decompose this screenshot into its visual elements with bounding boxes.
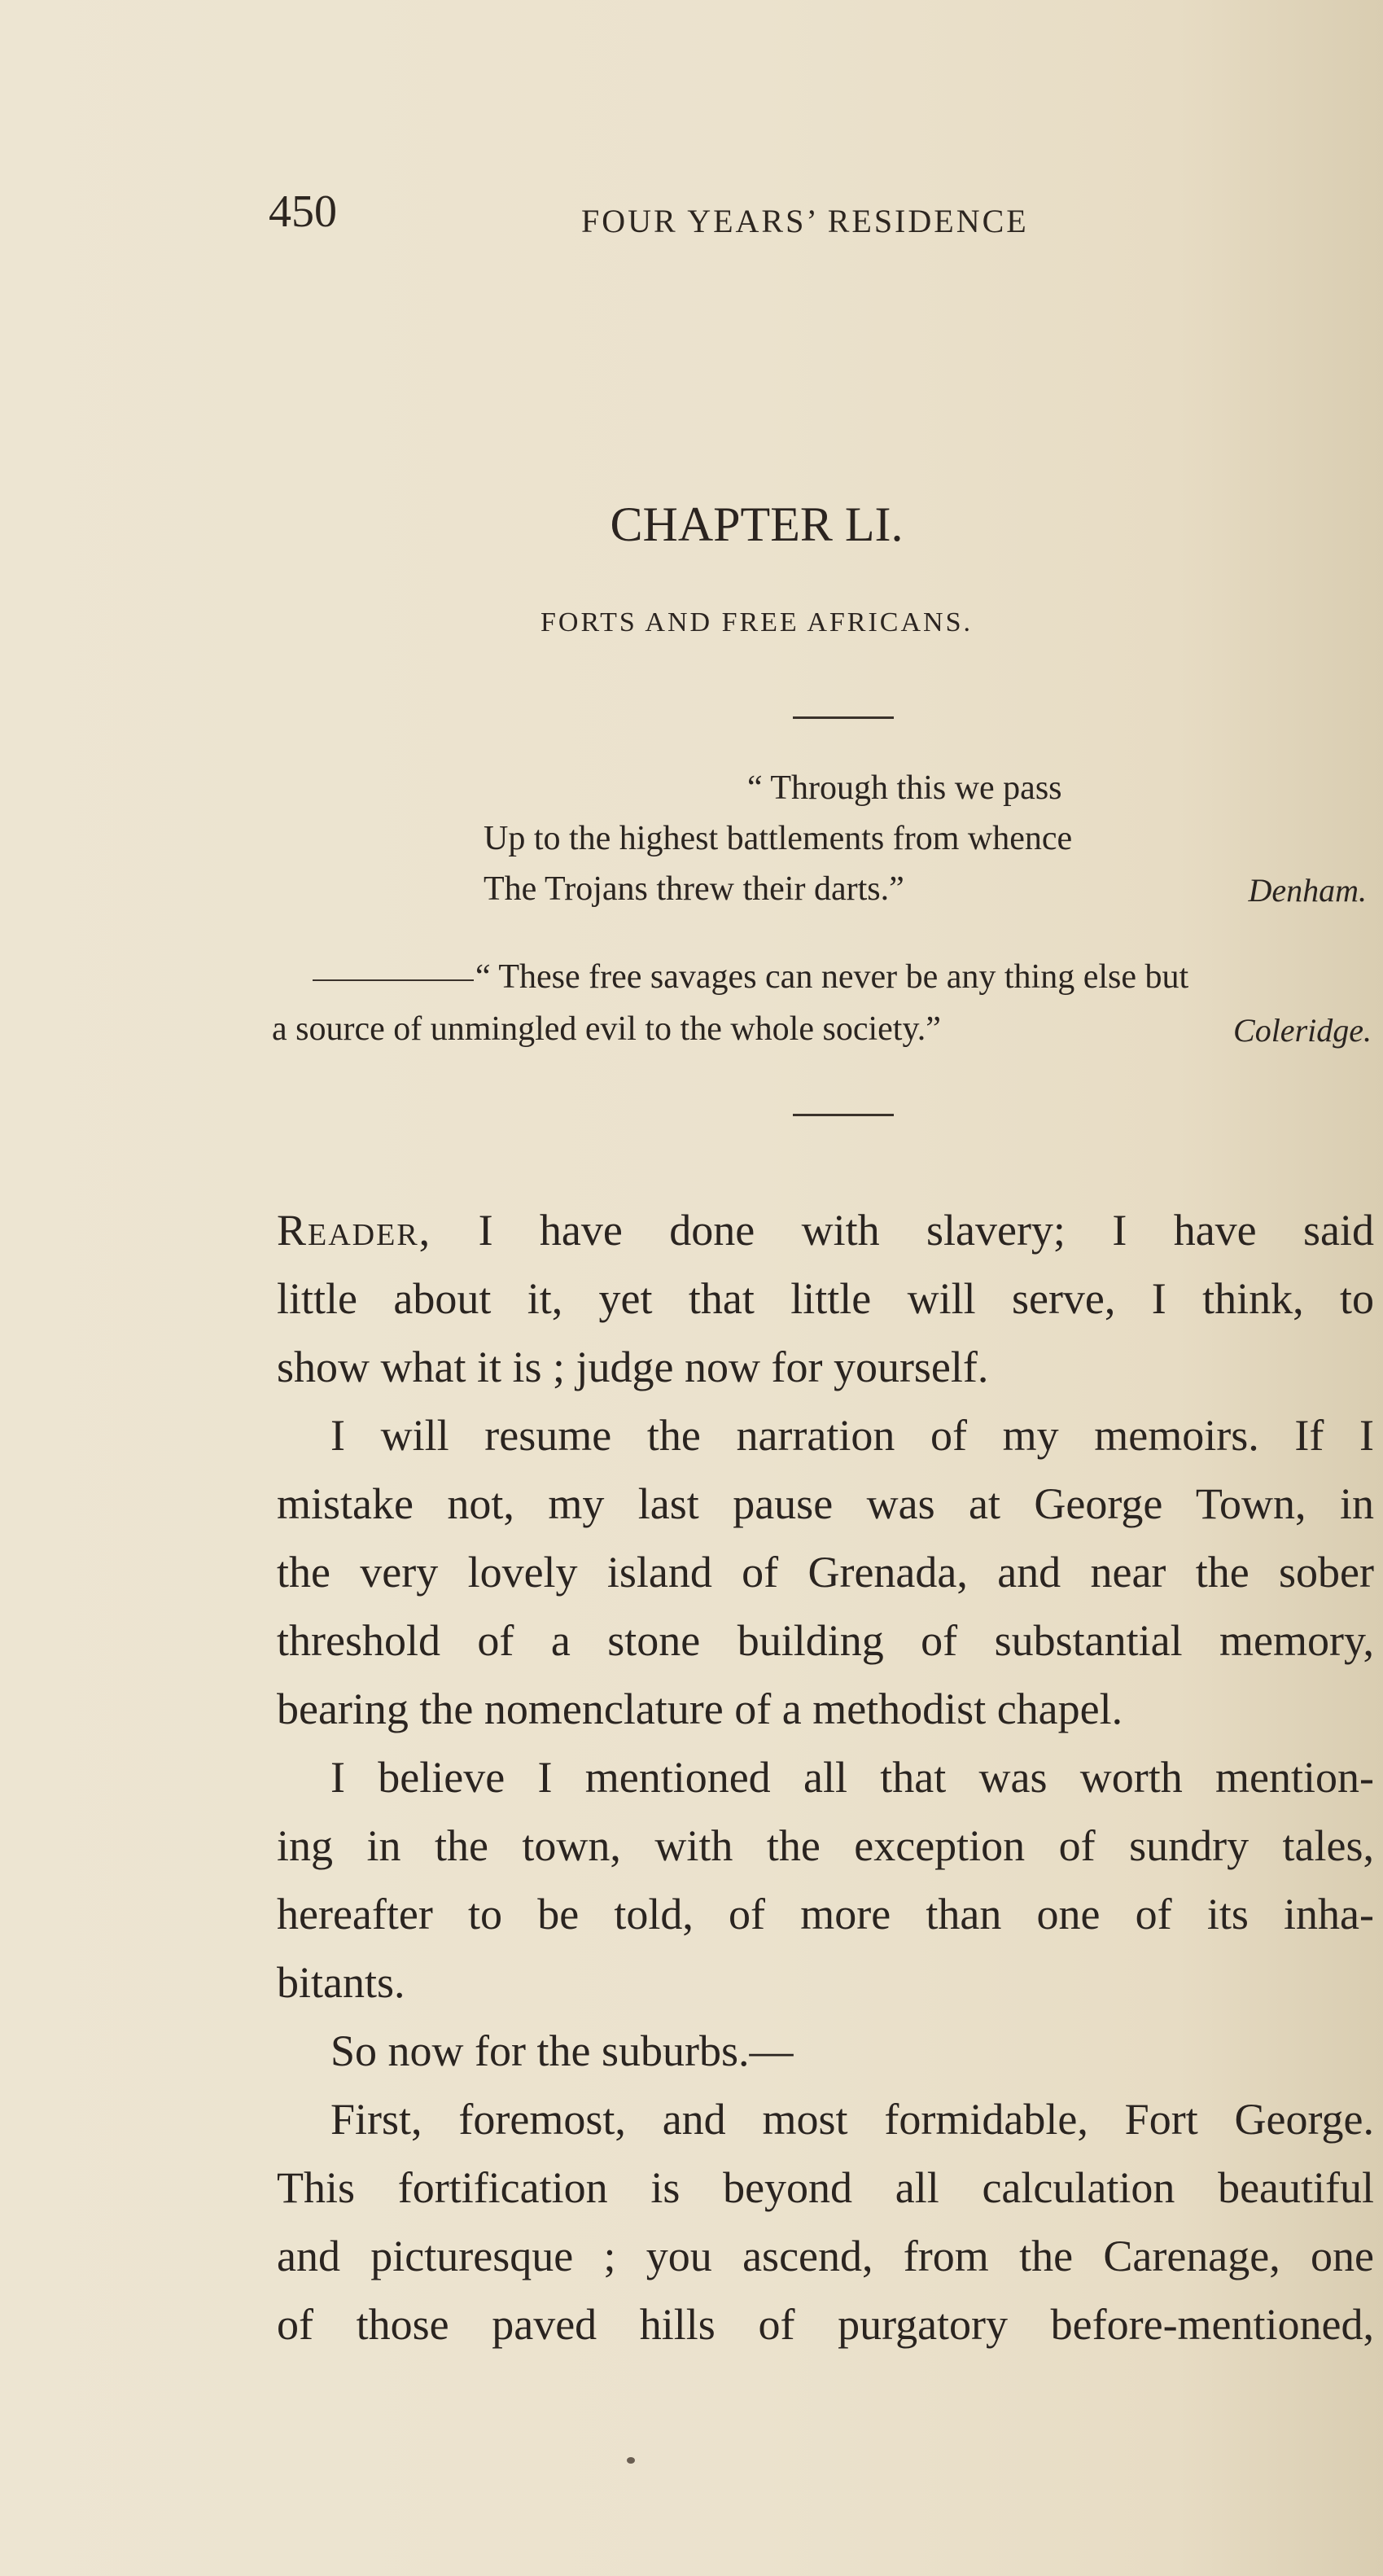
- opening-word: Reader,: [277, 1206, 432, 1255]
- body-line: mistake not, my last pause was at George Town, in: [277, 1479, 1374, 1528]
- page-number: 450: [269, 186, 337, 237]
- body-line: I will resume the narration of my memoirs. If I: [330, 1411, 1374, 1460]
- body-line: So now for the suburbs.—: [330, 2026, 794, 2075]
- body-line: little about it, yet that little will serve, I think, to: [277, 1274, 1374, 1323]
- page-header: [269, 186, 1131, 243]
- body-line: threshold of a stone building of substantial memory,: [277, 1616, 1374, 1665]
- paper-speck: [627, 2457, 635, 2464]
- body-line: hereafter to be told, of more than one of its inha-: [277, 1890, 1374, 1939]
- body-line: of those paved hills of purgatory before-mentioned,: [277, 2300, 1374, 2349]
- epigraph-line: “ These free savages can never be any thing else but: [475, 958, 1189, 996]
- body-line: bitants.: [277, 1958, 405, 2007]
- divider-rule-top: [793, 716, 894, 719]
- body-line: bearing the nomenclature of a methodist chapel.: [277, 1684, 1123, 1733]
- divider-rule-bottom: [793, 1114, 894, 1116]
- chapter-subtitle: FORTS AND FREE AFRICANS.: [541, 607, 973, 637]
- epigraph-line: The Trojans threw their darts.”: [484, 870, 904, 908]
- running-head: FOUR YEARS’ RESIDENCE: [581, 203, 1029, 239]
- body-line-first: [277, 1206, 1374, 1255]
- body-line: I believe I mentioned all that was worth mention-: [330, 1753, 1374, 1802]
- body-line: This fortification is beyond all calculation beautiful: [277, 2163, 1374, 2212]
- first-line-rest: I have done with slavery; I have said: [478, 1206, 1374, 1255]
- body-line: ing in the town, with the exception of sundry tales,: [277, 1821, 1374, 1870]
- body-line: First, foremost, and most formidable, Fort George.: [330, 2095, 1374, 2144]
- chapter-title: CHAPTER LI.: [610, 497, 904, 551]
- body-line: show what it is ; judge now for yourself.: [277, 1343, 989, 1391]
- epigraph-line: “ Through this we pass: [747, 769, 1062, 807]
- epigraph-line: Up to the highest battlements from whence: [484, 820, 1073, 857]
- epigraph-dash: [313, 979, 474, 981]
- epigraph-line: a source of unmingled evil to the whole society.”: [272, 1010, 941, 1048]
- body-line: and picturesque ; you ascend, from the Carenage, one: [277, 2232, 1374, 2280]
- epigraph-attribution: Coleridge.: [1233, 1012, 1372, 1049]
- epigraph-attribution: Denham.: [1248, 872, 1367, 909]
- body-line: the very lovely island of Grenada, and near the sober: [277, 1548, 1374, 1597]
